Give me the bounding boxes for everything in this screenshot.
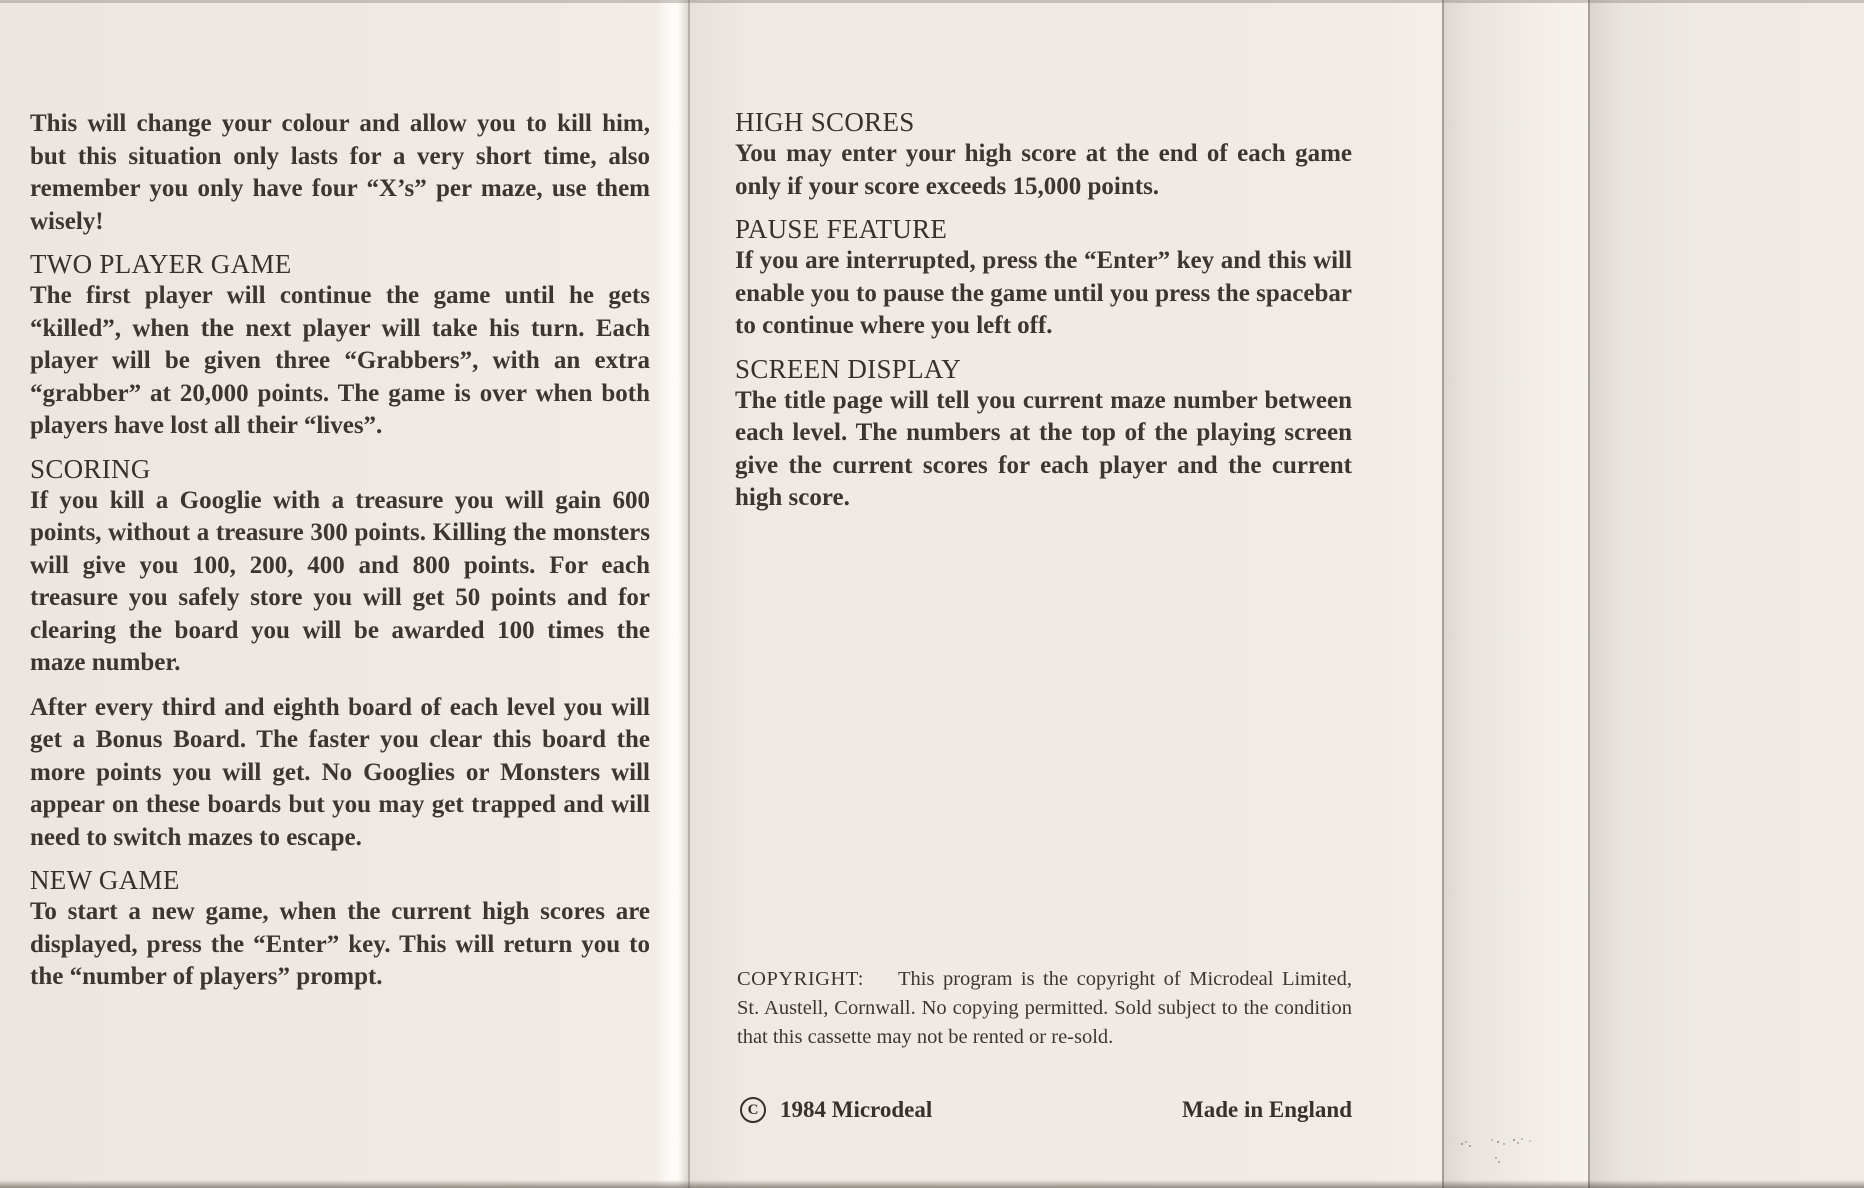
right-blank-panel <box>1588 0 1864 1188</box>
section-heading-high-scores: HIGH SCORES <box>735 107 915 137</box>
section-paragraph: The first player will continue the game until he gets “killed”, when the next player will take his turn. Each player will be given three “Grabbers”, with an extra “grabber” at 20,000 points. The game is over when both players have lost all their “lives”. <box>30 282 650 439</box>
intro-paragraph: This will change your colour and allow you to kill him, but this situation only lasts for a very short time, also remember you only have four “X’s” per maze, use them wisely! <box>30 110 650 235</box>
fold-edge-divider <box>1442 0 1444 1188</box>
section-heading-scoring: SCORING <box>30 453 151 484</box>
section-paragraph: If you are interrupted, press the “Enter” key and this will enable you to pause the game until you press the spacebar to continue where you left off. <box>735 247 1352 339</box>
copyright-circle-icon: C <box>740 1097 766 1123</box>
page-top-edge <box>0 0 1864 3</box>
fold-edge-divider <box>1588 0 1590 1188</box>
copyright-text: This program is the copyright of Microdeal Limited, St. Austell, Cornwall. No copying permitted. Sold subject to the condition that this cassette may not be rented or re-sold. <box>737 968 1352 1048</box>
page-bottom-edge <box>0 1180 1864 1188</box>
section-paragraph: After every third and eighth board of each level you will get a Bonus Board. The faster you clear this board the more points you will get. No Googlies or Monsters will appear on these boards but you may get trapped and will need to switch mazes to escape. <box>30 693 650 851</box>
section-heading-two-player-game: TWO PLAYER GAME <box>30 249 292 279</box>
fold-edge-divider <box>688 0 690 1188</box>
left-text-column <box>30 108 650 994</box>
section-paragraph: To start a new game, when the current high scores are displayed, press the “Enter” key. This will return you to the “number of players” prompt. <box>30 898 650 990</box>
narrow-fold-panel <box>1442 0 1588 1188</box>
country-of-origin: Made in England <box>1182 1097 1352 1122</box>
section-paragraph: If you kill a Googlie with a treasure you will gain 600 points, without a treasure 300 points. Killing the monsters will give you 100, 200, 400 and 800 points. For each treasure you safely store you will get 50 points and for clearing the board you will be awarded 100 times the maze number. <box>30 486 650 676</box>
pencil-smudge-marks <box>1456 1128 1556 1168</box>
section-heading-new-game: NEW GAME <box>30 865 180 895</box>
section-heading-pause-feature: PAUSE FEATURE <box>735 214 948 244</box>
copyright-label: COPYRIGHT: <box>737 968 864 990</box>
publisher-year: 1984 Microdeal <box>780 1097 933 1122</box>
section-paragraph: The title page will tell you current maze number between each level. The numbers at the top of the playing screen give the current scores for each player and the current high score. <box>735 386 1352 511</box>
publisher-footer <box>740 1094 1352 1126</box>
section-heading-screen-display: SCREEN DISPLAY <box>735 353 962 384</box>
section-paragraph: You may enter your high score at the end of each game only if your score exceeds 15,000 points. <box>735 140 1352 200</box>
fold-crease <box>655 0 688 1188</box>
middle-text-column <box>735 106 1352 515</box>
copyright-notice <box>737 965 1352 1052</box>
